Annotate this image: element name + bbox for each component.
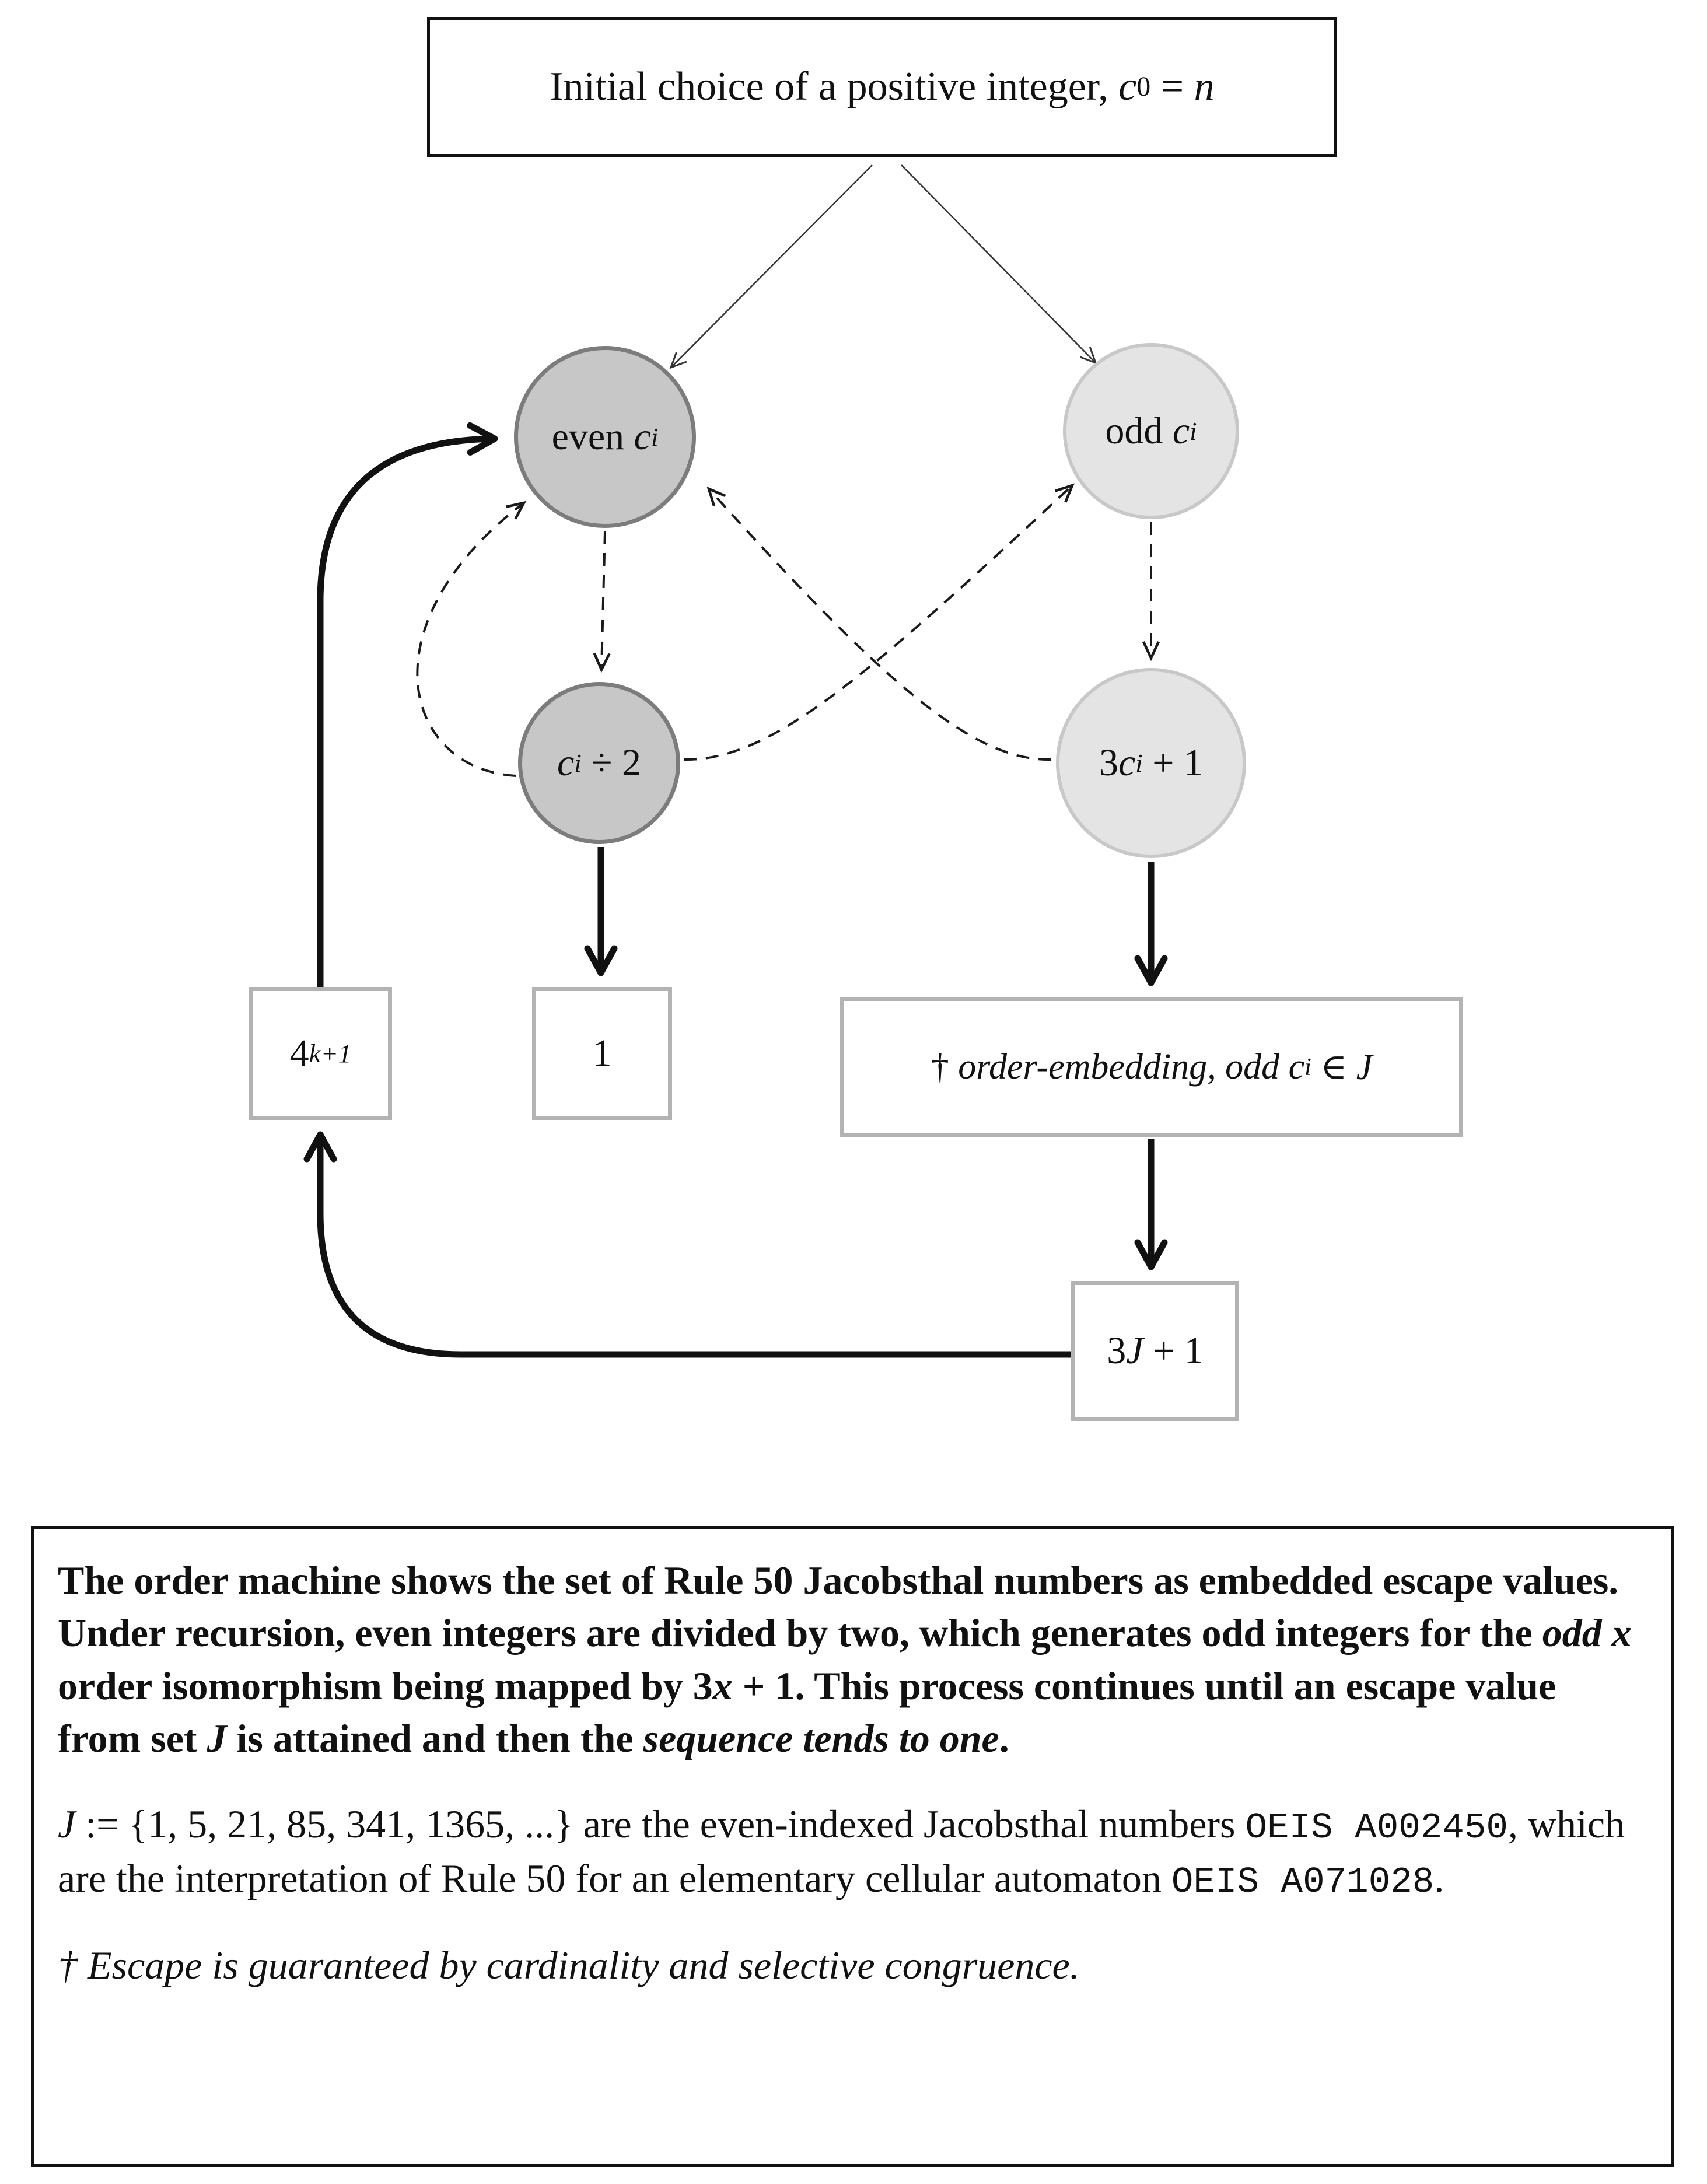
three-j-op: + 1 (1143, 1329, 1204, 1372)
even-node-label: even (551, 415, 634, 458)
even-node (514, 346, 696, 528)
order-embedding-box (840, 997, 1463, 1137)
caption-p2-text: := {1, 5, 21, 85, 341, 1365, ...} are the even-indexed Jacobsthal numbers (75, 1801, 1246, 1846)
caption-box (31, 1526, 1674, 2167)
odd-node (1063, 343, 1239, 519)
caption-p3-footnote: † Escape is guaranteed by cardinality and selective congruence. (58, 1943, 1080, 1988)
order-embedding-sub: i (1304, 1053, 1311, 1081)
caption-p1-period: . (999, 1716, 1009, 1761)
caption-paragraph-1 (58, 1554, 1638, 1765)
initial-choice-var: c (1118, 64, 1137, 109)
triple-plus-one-node (1056, 668, 1246, 858)
halve-node-op: ÷ 2 (581, 741, 641, 784)
even-node-var: c (634, 415, 651, 458)
one-box-label: 1 (592, 1032, 612, 1074)
four-power-exponent: k+1 (309, 1039, 352, 1068)
triple-node-var: c (1118, 741, 1136, 784)
initial-choice-box (427, 17, 1337, 157)
caption-p1-text: The order machine shows the set of Rule 50 Jacobsthal numbers as embedded escape values. Under recursion, even integers are divided by two, which generates odd integers for the (58, 1558, 1619, 1656)
initial-choice-n: n (1194, 64, 1215, 109)
caption-p2-j: J (58, 1801, 76, 1846)
four-power-box (249, 987, 392, 1120)
odd-node-sub: i (1190, 416, 1197, 446)
caption-p1-text2: order isomorphism being mapped by 3 (58, 1663, 713, 1708)
arrow-even-to-half-dashed (601, 531, 605, 670)
caption-p1-j: J (207, 1716, 227, 1761)
arrow-initial-to-even (671, 165, 872, 368)
odd-node-label: odd (1105, 410, 1173, 452)
order-embedding-text: order-embedding, odd c (958, 1046, 1305, 1087)
caption-p2-text2: , which are the interpretation of Rule 50 for an elementary cellular automaton (58, 1801, 1625, 1901)
arrow-four-power-to-even (320, 439, 495, 987)
arrow-triple-to-even-dashed (709, 489, 1051, 760)
three-j-coef: 3 (1107, 1329, 1127, 1372)
four-power-base: 4 (289, 1032, 309, 1074)
even-node-sub: i (650, 422, 659, 452)
triple-node-coef: 3 (1099, 741, 1118, 784)
caption-paragraph-3 (58, 1939, 1638, 1992)
one-box (532, 987, 672, 1120)
order-embedding-set: ∈ J (1311, 1048, 1373, 1087)
caption-p2-oeis-2: OEIS A071028 (1171, 1861, 1435, 1903)
caption-p1-x: x (712, 1663, 733, 1708)
halve-node (518, 682, 680, 844)
three-j-var: J (1126, 1329, 1143, 1372)
dagger-symbol: † (931, 1046, 959, 1087)
initial-choice-text: Initial choice of a positive integer, (550, 64, 1119, 109)
arrow-initial-to-odd (901, 165, 1096, 363)
odd-node-var: c (1172, 410, 1190, 452)
caption-p1-text3: + 1. This process continues until an escape value from set (58, 1663, 1556, 1761)
caption-p1-text4: is attained and then the (226, 1716, 643, 1761)
arrow-half-to-odd-dashed (684, 485, 1072, 760)
initial-choice-equals: = (1150, 64, 1194, 109)
halve-node-var: c (557, 741, 575, 784)
arrow-threej-to-four-power (320, 1135, 1071, 1354)
caption-p1-tends: sequence tends to one (643, 1716, 999, 1761)
halve-node-sub: i (574, 748, 582, 778)
caption-paragraph-2 (58, 1798, 1638, 1906)
caption-p2-oeis-1: OEIS A002450 (1245, 1807, 1508, 1849)
caption-p1-oddx: odd x (1542, 1611, 1632, 1656)
arrow-half-to-even-loop-dashed (417, 503, 524, 776)
initial-choice-sub: 0 (1136, 72, 1151, 102)
three-j-plus-one-box (1071, 1281, 1239, 1421)
triple-node-sub: i (1135, 748, 1143, 778)
caption-p2-period: . (1434, 1856, 1444, 1901)
triple-node-op: + 1 (1142, 741, 1203, 784)
